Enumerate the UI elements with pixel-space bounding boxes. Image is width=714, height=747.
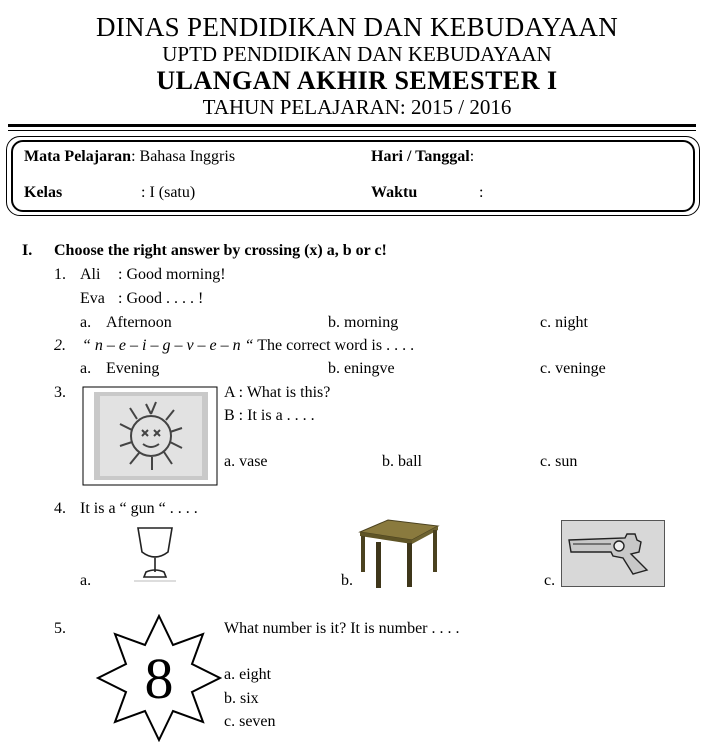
header-rule-thick — [8, 124, 696, 127]
day-value: : — [469, 148, 475, 165]
day-row — [371, 148, 474, 166]
q2-prompt: The correct word is . . . . — [257, 337, 415, 354]
q1-speaker-ali: Ali — [80, 266, 101, 283]
q1-line-ali: : Good morning! — [118, 266, 226, 283]
sun-picture — [82, 386, 218, 486]
number-digit: 8 — [144, 646, 174, 711]
q5-question: What number is it? It is number . . . . — [224, 620, 460, 637]
q1-number: 1. — [54, 266, 66, 283]
table-picture — [358, 518, 440, 590]
q2-question — [82, 337, 414, 355]
q3-option-b[interactable]: b. ball — [382, 453, 422, 470]
q2-option-b[interactable]: b. eningve — [328, 360, 395, 377]
q4-option-b-label[interactable]: b. — [341, 572, 353, 589]
section-number: I. — [22, 242, 33, 259]
q3-line-b: B : It is a . . . . — [224, 407, 315, 424]
q4-number: 4. — [54, 500, 66, 517]
q1-option-c[interactable]: c. night — [540, 314, 588, 331]
q4-option-a-label[interactable]: a. — [80, 572, 92, 589]
q3-line-a: A : What is this? — [224, 384, 331, 401]
q2-option-c[interactable]: c. veninge — [540, 360, 606, 377]
q1-option-b[interactable]: b. morning — [328, 314, 399, 331]
subject-label: Mata Pelajaran — [24, 148, 132, 165]
class-label: Kelas — [24, 184, 63, 201]
academic-year: TAHUN PELAJARAN: 2015 / 2016 — [202, 95, 512, 119]
q3-number: 3. — [54, 384, 66, 401]
q3-option-a[interactable]: a. vase — [224, 453, 268, 470]
subject-row — [24, 148, 235, 166]
q5-option-b[interactable]: b. six — [224, 690, 259, 707]
header-agency: DINAS PENDIDIKAN DAN KEBUDAYAAN — [95, 12, 619, 42]
q5-option-c[interactable]: c. seven — [224, 713, 276, 730]
glass-picture — [130, 524, 180, 584]
time-label: Waktu — [371, 184, 418, 201]
section-instruction: Choose the right answer by crossing (x) a, b or c! — [54, 242, 387, 259]
q2-option-a-label: a. — [80, 360, 92, 377]
q1-speaker-eva: Eva — [80, 290, 105, 307]
q5-number: 5. — [54, 620, 66, 637]
header-rule-thin — [8, 130, 696, 131]
q1-option-a-label: a. — [80, 314, 92, 331]
q4-question: It is a “ gun “ . . . . — [80, 500, 198, 517]
q1-option-a[interactable]: Afternoon — [106, 314, 172, 331]
exam-title: ULANGAN AKHIR SEMESTER I — [156, 66, 558, 95]
subject-value: : Bahasa Inggris — [131, 148, 236, 165]
q1-line-eva: : Good . . . . ! — [118, 290, 204, 307]
q5-option-a[interactable]: a. eight — [224, 666, 272, 683]
q2-number: 2. — [54, 337, 66, 354]
q3-option-c[interactable]: c. sun — [540, 453, 578, 470]
day-label: Hari / Tanggal — [371, 148, 470, 165]
q2-option-a[interactable]: Evening — [106, 360, 160, 377]
header-unit: UPTD PENDIDIKAN DAN KEBUDAYAAN — [162, 42, 552, 66]
q4-option-c-label[interactable]: c. — [544, 572, 556, 589]
gun-picture — [561, 520, 665, 587]
time-value: : — [479, 184, 484, 201]
q2-scrambled-word: “ n – e – i – g – v – e – n “ — [82, 337, 254, 354]
class-value: : I (satu) — [141, 184, 196, 201]
